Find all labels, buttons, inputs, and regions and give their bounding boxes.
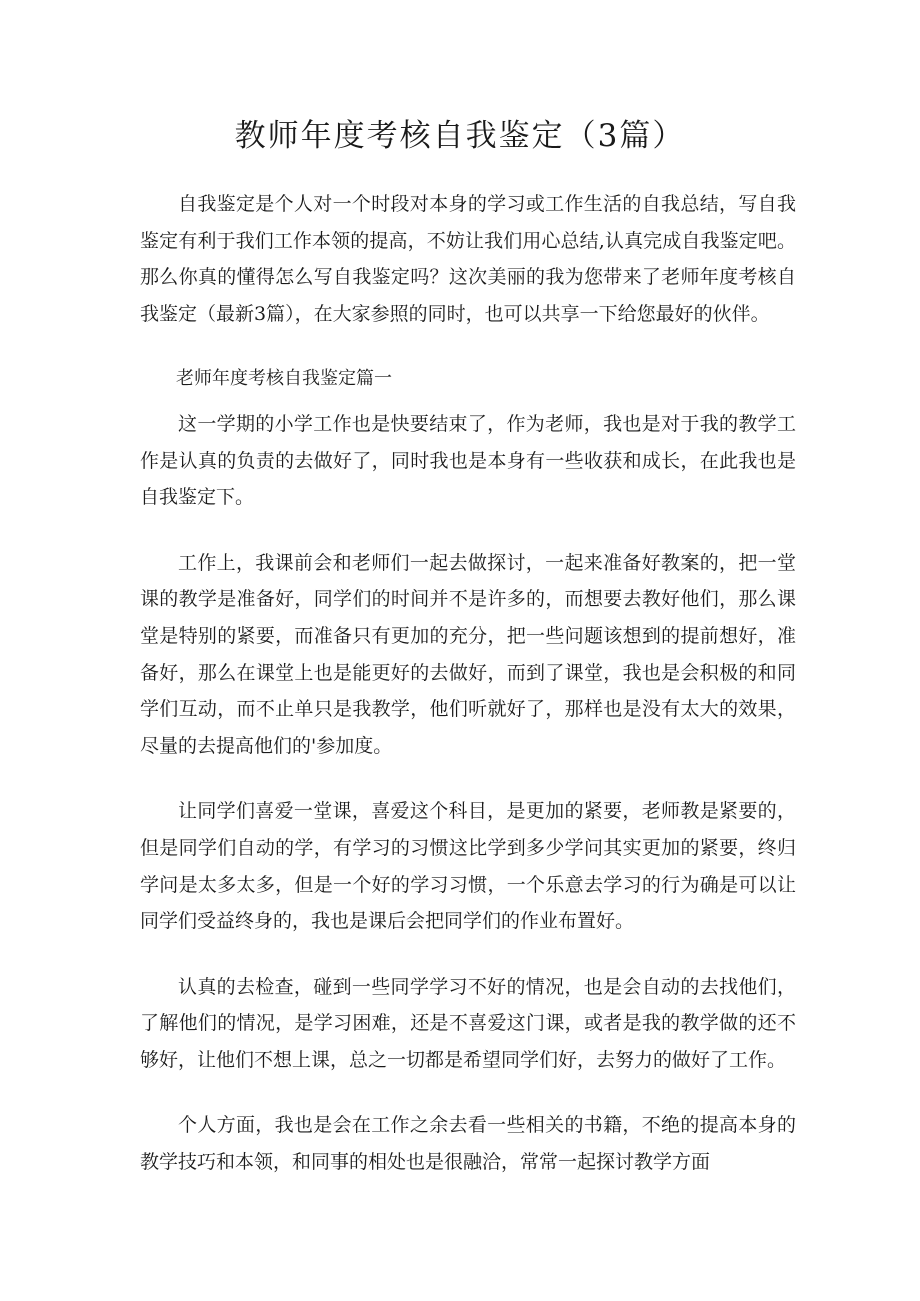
body-paragraph: 这一学期的小学工作也是快要结束了，作为老师，我也是对于我的教学工作是认真的负责的去做好了，同时我也是本身有一些收获和成长，在此我也是自我鉴定下。 xyxy=(140,412,796,509)
document-body xyxy=(140,186,796,1181)
body-paragraph: 工作上，我课前会和老师们一起去做探讨，一起来准备好教案的，把一堂课的教学是准备好，同学们的时间并不是许多的，而想要去教好他们，那么课堂是特别的紧要，而准备只有更加的充分，把一些问题该想到的提前想好，准备好，那么在课堂上也是能更好的去做好，而到了课堂，我也是会积极的和同学们互动，而不止单只是我教学，他们听就好了，那样也是没有太大的效果，尽量的去提高他们的'参加度。 xyxy=(140,551,796,757)
document-title: 教师年度考核自我鉴定（3篇） xyxy=(234,118,686,154)
body-paragraph: 认真的去检查，碰到一些同学学习不好的情况，也是会自动的去找他们，了解他们的情况，是学习困难，还是不喜爱这门课，或者是我的教学做的还不够好，让他们不想上课，总之一切都是希望同学们好，去努力的做好了工作。 xyxy=(140,975,796,1071)
body-paragraph: 个人方面，我也是会在工作之余去看一些相关的书籍，不绝的提高本身的教学技巧和本领，和同事的相处也是很融洽，常常一起探讨教学方面 xyxy=(140,1114,796,1174)
section-heading: 老师年度考核自我鉴定篇一 xyxy=(176,368,392,390)
body-paragraph: 让同学们喜爱一堂课，喜爱这个科目，是更加的紧要，老师教是紧要的，但是同学们自动的学，有学习的习惯这比学到多少学问其实更加的紧要，终归学问是太多太多，但是一个好的学习习惯，一个乐意去学习的行为确是可以让同学们受益终身的，我也是课后会把同学们的作业布置好。 xyxy=(140,800,796,933)
intro-paragraph: 自我鉴定是个人对一个时段对本身的学习或工作生活的自我总结，写自我鉴定有利于我们工作本领的提高，不妨让我们用心总结,认真完成自我鉴定吧。那么你真的懂得怎么写自我鉴定吗？这次美丽的我为您带来了老师年度考核自我鉴定（最新3篇），在大家参照的同时，也可以共享一下给您最好的伙伴。 xyxy=(140,193,796,325)
